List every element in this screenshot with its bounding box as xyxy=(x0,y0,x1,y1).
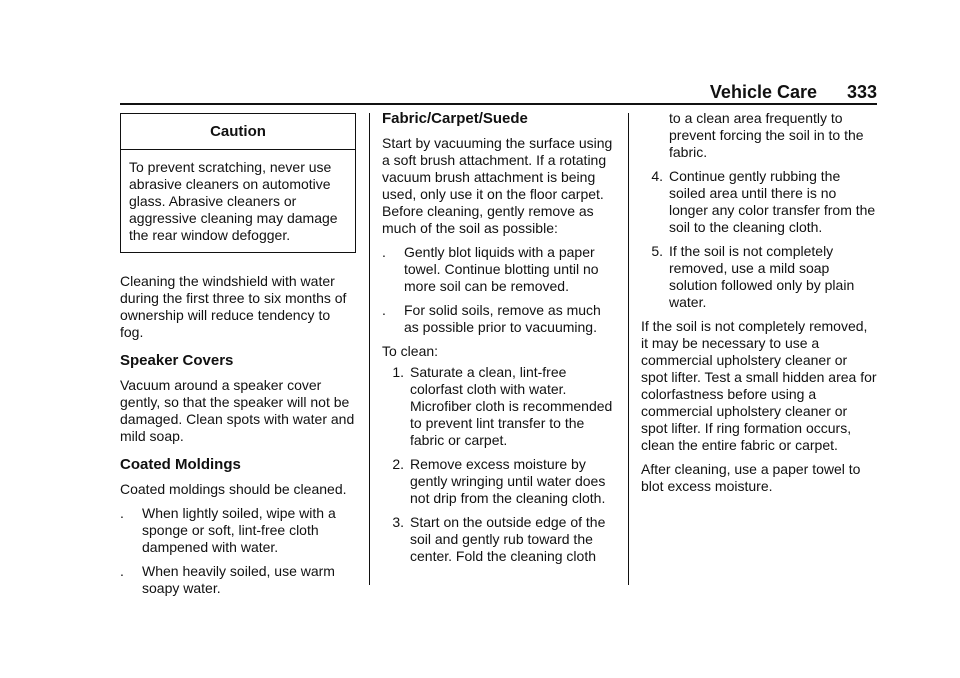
caution-text: To prevent scratching, never use abrasive cleaners on automotive glass. Abrasive cleaners or aggressive cleaning may damage the rear window defogger. xyxy=(129,159,338,243)
step-number: 5. xyxy=(651,243,663,259)
list-item-text: Gently blot liquids with a paper towel. Continue blotting until no more soil can be removed. xyxy=(404,244,599,294)
column-divider xyxy=(628,113,629,585)
list-item xyxy=(382,302,618,336)
to-clean-label: To clean: xyxy=(382,343,439,359)
paragraph-fabric-intro: Start by vacuuming the surface using a soft brush attachment. If a rotating vacuum brush attachment is being used, only use it on the floor carpet. Before cleaning, gently remove as much of the soil as possible: xyxy=(382,135,613,236)
step-text: Remove excess moisture by gently wringing until water does not drip from the cleaning cloth. xyxy=(410,456,606,506)
column-divider xyxy=(369,113,370,585)
list-item-text: For solid soils, remove as much as possible prior to vacuuming. xyxy=(404,302,601,335)
step-item xyxy=(382,364,618,449)
step-item xyxy=(382,514,618,565)
step-item xyxy=(382,456,618,507)
caution-box xyxy=(120,113,356,253)
step-3-continued: to a clean area frequently to prevent forcing the soil in to the fabric. xyxy=(669,110,864,160)
heading-speaker-covers: Speaker Covers xyxy=(120,352,234,369)
bullet-mark: . xyxy=(382,302,386,318)
paragraph-speaker: Vacuum around a speaker cover gently, so that the speaker will not be damaged. Clean spots with water and mild soap. xyxy=(120,377,355,444)
list-item xyxy=(120,563,356,597)
step-item xyxy=(641,243,877,311)
step-text: Saturate a clean, lint-free colorfast cloth with water. Microfiber cloth is recommended to prevent lint transfer to the fabric or carpet. xyxy=(410,364,613,448)
step-number: 3. xyxy=(392,514,404,530)
bullet-mark: . xyxy=(120,563,124,579)
paragraph-not-removed: If the soil is not completely removed, it may be necessary to use a commercial upholstery cleaner or spot lifter. Test a small hidden area for colorfastness before using a commercial upholstery cleaner or spot lifter. If ring formation occurs, clean the entire fabric or carpet. xyxy=(641,318,877,453)
list-item xyxy=(120,505,356,556)
heading-coated-moldings: Coated Moldings xyxy=(120,456,241,473)
list-item xyxy=(382,244,618,295)
list-item-text: When heavily soiled, use warm soapy water. xyxy=(142,563,335,596)
step-number: 4. xyxy=(651,168,663,184)
step-text: If the soil is not completely removed, use a mild soap solution followed only by plain water. xyxy=(669,243,855,310)
header-rule xyxy=(120,103,877,105)
page-number: 333 xyxy=(846,82,877,102)
paragraph-windshield: Cleaning the windshield with water during the first three to six months of ownership will reduce tendency to fog. xyxy=(120,273,347,340)
column-middle xyxy=(382,110,618,572)
step-number: 1. xyxy=(392,364,404,380)
column-left xyxy=(120,113,356,604)
paragraph-moldings: Coated moldings should be cleaned. xyxy=(120,481,347,497)
step-text: Continue gently rubbing the soiled area until there is no longer any color transfer from the soil to the cleaning cloth. xyxy=(669,168,876,235)
section-title: Vehicle Care xyxy=(709,82,817,102)
caution-title: Caution xyxy=(121,114,355,150)
list-item-text: When lightly soiled, wipe with a sponge or soft, lint-free cloth dampened with water. xyxy=(142,505,336,555)
heading-fabric: Fabric/Carpet/Suede xyxy=(382,110,528,127)
column-right xyxy=(641,110,877,502)
step-number: 2. xyxy=(392,456,404,472)
paragraph-after-cleaning: After cleaning, use a paper towel to blot excess moisture. xyxy=(641,461,861,494)
step-item xyxy=(641,168,877,236)
step-text: Start on the outside edge of the soil and gently rub toward the center. Fold the cleaning cloth xyxy=(410,514,606,564)
bullet-mark: . xyxy=(382,244,386,260)
bullet-mark: . xyxy=(120,505,124,521)
